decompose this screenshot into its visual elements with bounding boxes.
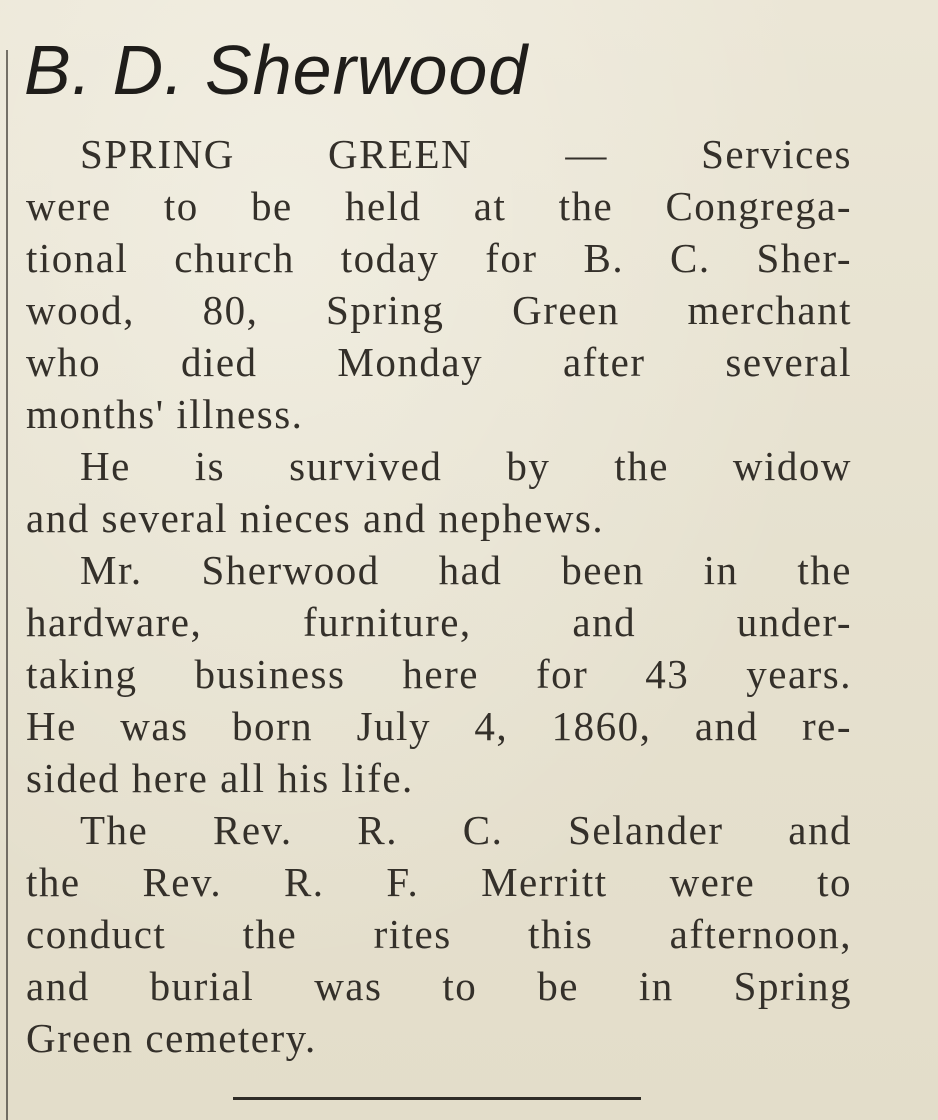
article-line: SPRING GREEN — Services: [80, 131, 852, 177]
article-line: sided here all his life.: [26, 755, 414, 801]
article-line: and burial was to be in Spring: [26, 963, 852, 1009]
article-line: and several nieces and nephews.: [26, 495, 605, 541]
article-line: wood, 80, Spring Green merchant: [26, 287, 852, 333]
article-line: He was born July 4, 1860, and re-: [26, 703, 852, 749]
article-line: Mr. Sherwood had been in the: [80, 547, 852, 593]
article-line: Green cemetery.: [26, 1015, 317, 1061]
article-line: He is survived by the widow: [80, 443, 852, 489]
article-body: [26, 128, 852, 1064]
obituary-headline: B. D. Sherwood: [24, 31, 529, 109]
end-rule-divider: [233, 1097, 641, 1100]
article-line: conduct the rites this afternoon,: [26, 911, 852, 957]
article-line: the Rev. R. F. Merritt were to: [26, 859, 852, 905]
article-line: The Rev. R. C. Selander and: [80, 807, 852, 853]
article-line: who died Monday after several: [26, 339, 852, 385]
article-line: were to be held at the Congrega-: [26, 183, 852, 229]
article-line: hardware, furniture, and under-: [26, 599, 852, 645]
column-rule: [6, 50, 8, 1120]
article-line: taking business here for 43 years.: [26, 651, 852, 697]
article-line: months' illness.: [26, 391, 304, 437]
article-line: tional church today for B. C. Sher-: [26, 235, 852, 281]
